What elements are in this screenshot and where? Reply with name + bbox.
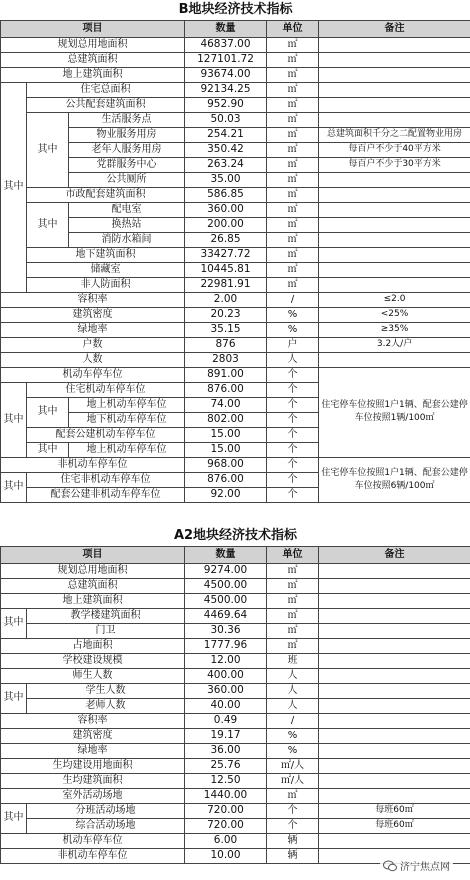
row-note xyxy=(319,37,470,52)
row-note xyxy=(319,82,470,97)
table-row xyxy=(1,593,470,608)
row-value: 12.50 xyxy=(185,773,267,788)
row-unit: ㎡ xyxy=(267,788,319,803)
row-unit: 辆 xyxy=(267,848,319,863)
group-label: 其中 xyxy=(1,683,27,713)
row-note xyxy=(319,67,470,82)
header-qty: 数量 xyxy=(185,546,267,563)
row-label: 建筑密度 xyxy=(1,307,185,322)
row-value: 10.00 xyxy=(185,848,267,863)
row-label: 生活服务点 xyxy=(69,112,185,127)
row-note xyxy=(319,668,470,683)
row-unit: / xyxy=(267,292,319,307)
group-label: 其中 xyxy=(1,608,27,638)
row-unit: ㎡ xyxy=(267,578,319,593)
table-row xyxy=(1,623,470,638)
row-unit: ㎡/人 xyxy=(267,773,319,788)
row-unit: 个 xyxy=(267,472,319,487)
table-row xyxy=(1,52,470,67)
watermark xyxy=(380,857,453,874)
row-unit: 个 xyxy=(267,397,319,412)
header-qty: 数量 xyxy=(185,20,267,37)
row-value: 74.00 xyxy=(185,397,267,412)
row-unit: 个 xyxy=(267,487,319,502)
row-unit: ㎡ xyxy=(267,277,319,292)
row-note xyxy=(319,262,470,277)
row-value: 20.23 xyxy=(185,307,267,322)
row-unit: ㎡ xyxy=(267,247,319,262)
row-value: 9274.00 xyxy=(185,563,267,578)
row-note xyxy=(319,728,470,743)
table-row xyxy=(1,833,470,848)
row-note xyxy=(319,608,470,623)
row-note xyxy=(319,52,470,67)
row-value: 35.15 xyxy=(185,322,267,337)
row-unit: 个 xyxy=(267,442,319,457)
row-unit: ㎡ xyxy=(267,593,319,608)
row-unit: ㎡ xyxy=(267,67,319,82)
table-row xyxy=(1,277,470,292)
row-unit: 个 xyxy=(267,803,319,818)
row-label: 配电室 xyxy=(69,202,185,217)
row-value: 30.36 xyxy=(185,623,267,638)
row-label: 地上机动车停车位 xyxy=(69,397,185,412)
row-value: 720.00 xyxy=(185,803,267,818)
row-unit: 个 xyxy=(267,367,319,382)
table-row xyxy=(1,262,470,277)
row-value: 720.00 xyxy=(185,818,267,833)
table-row xyxy=(1,247,470,262)
row-note xyxy=(319,563,470,578)
row-label: 容积率 xyxy=(1,292,185,307)
row-value: 19.17 xyxy=(185,728,267,743)
row-label: 综合活动场地 xyxy=(27,818,185,833)
row-label: 住宅总面积 xyxy=(27,82,185,97)
table-row xyxy=(1,187,470,202)
row-value: 200.00 xyxy=(185,217,267,232)
block-a2-title: A2地块经济技术指标 xyxy=(1,526,470,546)
table-row xyxy=(1,713,470,728)
row-value: 36.00 xyxy=(185,743,267,758)
table-row xyxy=(1,292,470,307)
table-row xyxy=(1,127,470,142)
row-note: 每百户不少于40平方米 xyxy=(319,142,470,157)
row-unit: ㎡ xyxy=(267,623,319,638)
row-unit: 人 xyxy=(267,698,319,713)
row-unit: 个 xyxy=(267,818,319,833)
table-row xyxy=(1,82,470,97)
group-label: 其中 xyxy=(1,803,27,833)
row-label: 配套公建机动车停车位 xyxy=(27,427,185,442)
row-label: 占地面积 xyxy=(1,638,185,653)
row-label: 人数 xyxy=(1,352,185,367)
row-label: 室外活动场地 xyxy=(1,788,185,803)
row-value: 2803 xyxy=(185,352,267,367)
table-row xyxy=(1,67,470,82)
row-label: 总建筑面积 xyxy=(1,52,185,67)
row-note xyxy=(319,698,470,713)
row-unit: ㎡ xyxy=(267,97,319,112)
row-label: 师生人数 xyxy=(1,668,185,683)
row-label: 地下机动车停车位 xyxy=(69,412,185,427)
row-label: 公共配套建筑面积 xyxy=(27,97,185,112)
row-unit: ㎡ xyxy=(267,232,319,247)
row-unit: ㎡ xyxy=(267,142,319,157)
table-row xyxy=(1,322,470,337)
row-value: 4469.64 xyxy=(185,608,267,623)
row-unit: % xyxy=(267,322,319,337)
table-row xyxy=(1,683,470,698)
table-row xyxy=(1,202,470,217)
row-unit: 人 xyxy=(267,352,319,367)
table-row xyxy=(1,232,470,247)
row-unit: ㎡ xyxy=(267,127,319,142)
row-value: 15.00 xyxy=(185,427,267,442)
row-note: 每百户不少于30平方米 xyxy=(319,157,470,172)
row-unit: 户 xyxy=(267,337,319,352)
wechat-icon xyxy=(383,860,397,872)
row-unit: ㎡ xyxy=(267,563,319,578)
row-value: 35.00 xyxy=(185,172,267,187)
row-value: 33427.72 xyxy=(185,247,267,262)
row-label: 机动车停车位 xyxy=(1,833,185,848)
row-value: 254.21 xyxy=(185,127,267,142)
row-unit: ㎡ xyxy=(267,157,319,172)
row-unit: ㎡ xyxy=(267,217,319,232)
row-unit: 个 xyxy=(267,457,319,472)
row-note xyxy=(319,593,470,608)
table-row xyxy=(1,638,470,653)
block-a2-table xyxy=(0,526,470,864)
table-row xyxy=(1,668,470,683)
row-label: 地上机动车停车位 xyxy=(69,442,185,457)
group-label: 其中 xyxy=(1,472,27,502)
row-label: 分班活动场地 xyxy=(27,803,185,818)
row-unit: ㎡ xyxy=(267,52,319,67)
header-note: 备注 xyxy=(319,20,470,37)
row-value: 6.00 xyxy=(185,833,267,848)
row-label: 生均建筑面积 xyxy=(1,773,185,788)
row-note xyxy=(319,352,470,367)
row-value: 2.00 xyxy=(185,292,267,307)
row-note xyxy=(319,758,470,773)
table-row xyxy=(1,773,470,788)
header-unit: 单位 xyxy=(267,20,319,37)
row-label: 非机动车停车位 xyxy=(1,848,185,863)
row-label: 容积率 xyxy=(1,713,185,728)
row-note xyxy=(319,172,470,187)
row-note xyxy=(319,112,470,127)
header-item: 项目 xyxy=(1,546,185,563)
row-label: 配套公建非机动车停车位 xyxy=(27,487,185,502)
row-value: 40.00 xyxy=(185,698,267,713)
table-row xyxy=(1,788,470,803)
row-value: 10445.81 xyxy=(185,262,267,277)
table-row xyxy=(1,563,470,578)
row-value: 127101.72 xyxy=(185,52,267,67)
row-label: 户数 xyxy=(1,337,185,352)
table-row xyxy=(1,352,470,367)
row-label: 总建筑面积 xyxy=(1,578,185,593)
row-value: 876.00 xyxy=(185,382,267,397)
row-unit: / xyxy=(267,713,319,728)
row-note xyxy=(319,202,470,217)
row-label: 公共厕所 xyxy=(69,172,185,187)
row-note xyxy=(319,247,470,262)
row-label: 地上建筑面积 xyxy=(1,593,185,608)
row-note: 每班60㎡ xyxy=(319,803,470,818)
table-row xyxy=(1,653,470,668)
row-value: 12.00 xyxy=(185,653,267,668)
table-row xyxy=(1,728,470,743)
row-note: <25% xyxy=(319,307,470,322)
subgroup-label: 其中 xyxy=(27,112,69,187)
row-unit: ㎡ xyxy=(267,202,319,217)
row-unit: ㎡ xyxy=(267,638,319,653)
row-note xyxy=(319,713,470,728)
row-value: 876.00 xyxy=(185,472,267,487)
row-note xyxy=(319,232,470,247)
table-row xyxy=(1,97,470,112)
row-note: ≤2.0 xyxy=(319,292,470,307)
row-unit: 班 xyxy=(267,653,319,668)
row-value: 263.24 xyxy=(185,157,267,172)
row-value: 968.00 xyxy=(185,457,267,472)
row-label: 规划总用地面积 xyxy=(1,563,185,578)
row-value: 952.90 xyxy=(185,97,267,112)
row-unit: ㎡/人 xyxy=(267,758,319,773)
row-value: 891.00 xyxy=(185,367,267,382)
row-value: 50.03 xyxy=(185,112,267,127)
row-value: 15.00 xyxy=(185,442,267,457)
parking-note: 住宅停车位按照1户1辆、配套公建停车位按照1辆/100㎡ xyxy=(319,367,470,457)
table-row xyxy=(1,758,470,773)
block-b-title: B地块经济技术指标 xyxy=(1,0,470,20)
row-label: 绿地率 xyxy=(1,743,185,758)
table-row xyxy=(1,172,470,187)
row-label: 住宅非机动车停车位 xyxy=(27,472,185,487)
row-label: 住宅机动车停车位 xyxy=(27,382,185,397)
row-label: 非人防面积 xyxy=(27,277,185,292)
row-unit: 个 xyxy=(267,412,319,427)
row-label: 地上建筑面积 xyxy=(1,67,185,82)
header-item: 项目 xyxy=(1,20,185,37)
table-row xyxy=(1,217,470,232)
row-label: 规划总用地面积 xyxy=(1,37,185,52)
row-note xyxy=(319,653,470,668)
row-label: 机动车停车位 xyxy=(1,367,185,382)
row-unit: ㎡ xyxy=(267,262,319,277)
group-label: 其中 xyxy=(1,382,27,457)
table-row xyxy=(1,307,470,322)
row-value: 876 xyxy=(185,337,267,352)
row-label: 市政配套建筑面积 xyxy=(27,187,185,202)
row-unit: ㎡ xyxy=(267,187,319,202)
header-note: 备注 xyxy=(319,546,470,563)
row-note xyxy=(319,788,470,803)
row-note xyxy=(319,638,470,653)
row-value: 360.00 xyxy=(185,683,267,698)
row-note xyxy=(319,773,470,788)
row-unit: ㎡ xyxy=(267,112,319,127)
row-value: 92134.25 xyxy=(185,82,267,97)
row-value: 400.00 xyxy=(185,668,267,683)
row-unit: ㎡ xyxy=(267,608,319,623)
row-note xyxy=(319,683,470,698)
row-note xyxy=(319,187,470,202)
row-label: 非机动车停车位 xyxy=(1,457,185,472)
row-value: 25.76 xyxy=(185,758,267,773)
table-row xyxy=(1,803,470,818)
row-unit: ㎡ xyxy=(267,82,319,97)
table-row xyxy=(1,367,470,382)
row-label: 储藏室 xyxy=(27,262,185,277)
row-label: 物业服务用房 xyxy=(69,127,185,142)
row-note: 总建筑面积千分之二配置物业用房 xyxy=(319,127,470,142)
row-label: 党群服务中心 xyxy=(69,157,185,172)
row-note xyxy=(319,833,470,848)
row-label: 教学楼建筑面积 xyxy=(27,608,185,623)
group-label: 其中 xyxy=(1,82,27,292)
row-value: 1440.00 xyxy=(185,788,267,803)
row-label: 门卫 xyxy=(27,623,185,638)
row-label: 学校建设规模 xyxy=(1,653,185,668)
table-row xyxy=(1,608,470,623)
subgroup-label: 其中 xyxy=(27,202,69,247)
table-row xyxy=(1,743,470,758)
row-note xyxy=(319,578,470,593)
header-unit: 单位 xyxy=(267,546,319,563)
row-value: 22981.91 xyxy=(185,277,267,292)
row-note xyxy=(319,217,470,232)
row-value: 46837.00 xyxy=(185,37,267,52)
row-unit: 人 xyxy=(267,683,319,698)
row-unit: 个 xyxy=(267,382,319,397)
row-label: 老年人服务用房 xyxy=(69,142,185,157)
row-note: 每班60㎡ xyxy=(319,818,470,833)
table-row xyxy=(1,818,470,833)
row-value: 586.85 xyxy=(185,187,267,202)
row-value: 360.00 xyxy=(185,202,267,217)
watermark-text: 济宁焦点网 xyxy=(400,862,450,873)
row-unit: ㎡ xyxy=(267,37,319,52)
row-value: 350.42 xyxy=(185,142,267,157)
table-row xyxy=(1,698,470,713)
subgroup-label: 其中 xyxy=(27,397,69,427)
row-label: 绿地率 xyxy=(1,322,185,337)
row-value: 802.00 xyxy=(185,412,267,427)
row-note xyxy=(319,97,470,112)
row-value: 92.00 xyxy=(185,487,267,502)
row-unit: 个 xyxy=(267,427,319,442)
row-value: 1777.96 xyxy=(185,638,267,653)
bike-note: 住宅停车位按照1户1辆、配套公建停车位按照6辆/100㎡ xyxy=(319,457,470,502)
row-value: 0.49 xyxy=(185,713,267,728)
table-row xyxy=(1,37,470,52)
row-label: 换热站 xyxy=(69,217,185,232)
row-unit: % xyxy=(267,307,319,322)
table-row xyxy=(1,157,470,172)
row-unit: 辆 xyxy=(267,833,319,848)
table-row xyxy=(1,578,470,593)
row-label: 建筑密度 xyxy=(1,728,185,743)
row-unit: 人 xyxy=(267,668,319,683)
row-unit: ㎡ xyxy=(267,172,319,187)
row-note xyxy=(319,743,470,758)
row-value: 26.85 xyxy=(185,232,267,247)
table-row xyxy=(1,112,470,127)
row-note: 3.2人/户 xyxy=(319,337,470,352)
row-value: 4500.00 xyxy=(185,578,267,593)
table-row xyxy=(1,337,470,352)
row-label: 生均建设用地面积 xyxy=(1,758,185,773)
row-label: 地下建筑面积 xyxy=(27,247,185,262)
table-row xyxy=(1,457,470,472)
row-value: 93674.00 xyxy=(185,67,267,82)
row-note xyxy=(319,623,470,638)
row-note xyxy=(319,277,470,292)
table-row xyxy=(1,142,470,157)
row-note: ≥35% xyxy=(319,322,470,337)
row-label: 学生人数 xyxy=(27,683,185,698)
row-label: 消防水箱间 xyxy=(69,232,185,247)
row-unit: % xyxy=(267,743,319,758)
subgroup-label: 其中 xyxy=(27,442,69,457)
row-label: 老师人数 xyxy=(27,698,185,713)
row-value: 4500.00 xyxy=(185,593,267,608)
row-unit: % xyxy=(267,728,319,743)
